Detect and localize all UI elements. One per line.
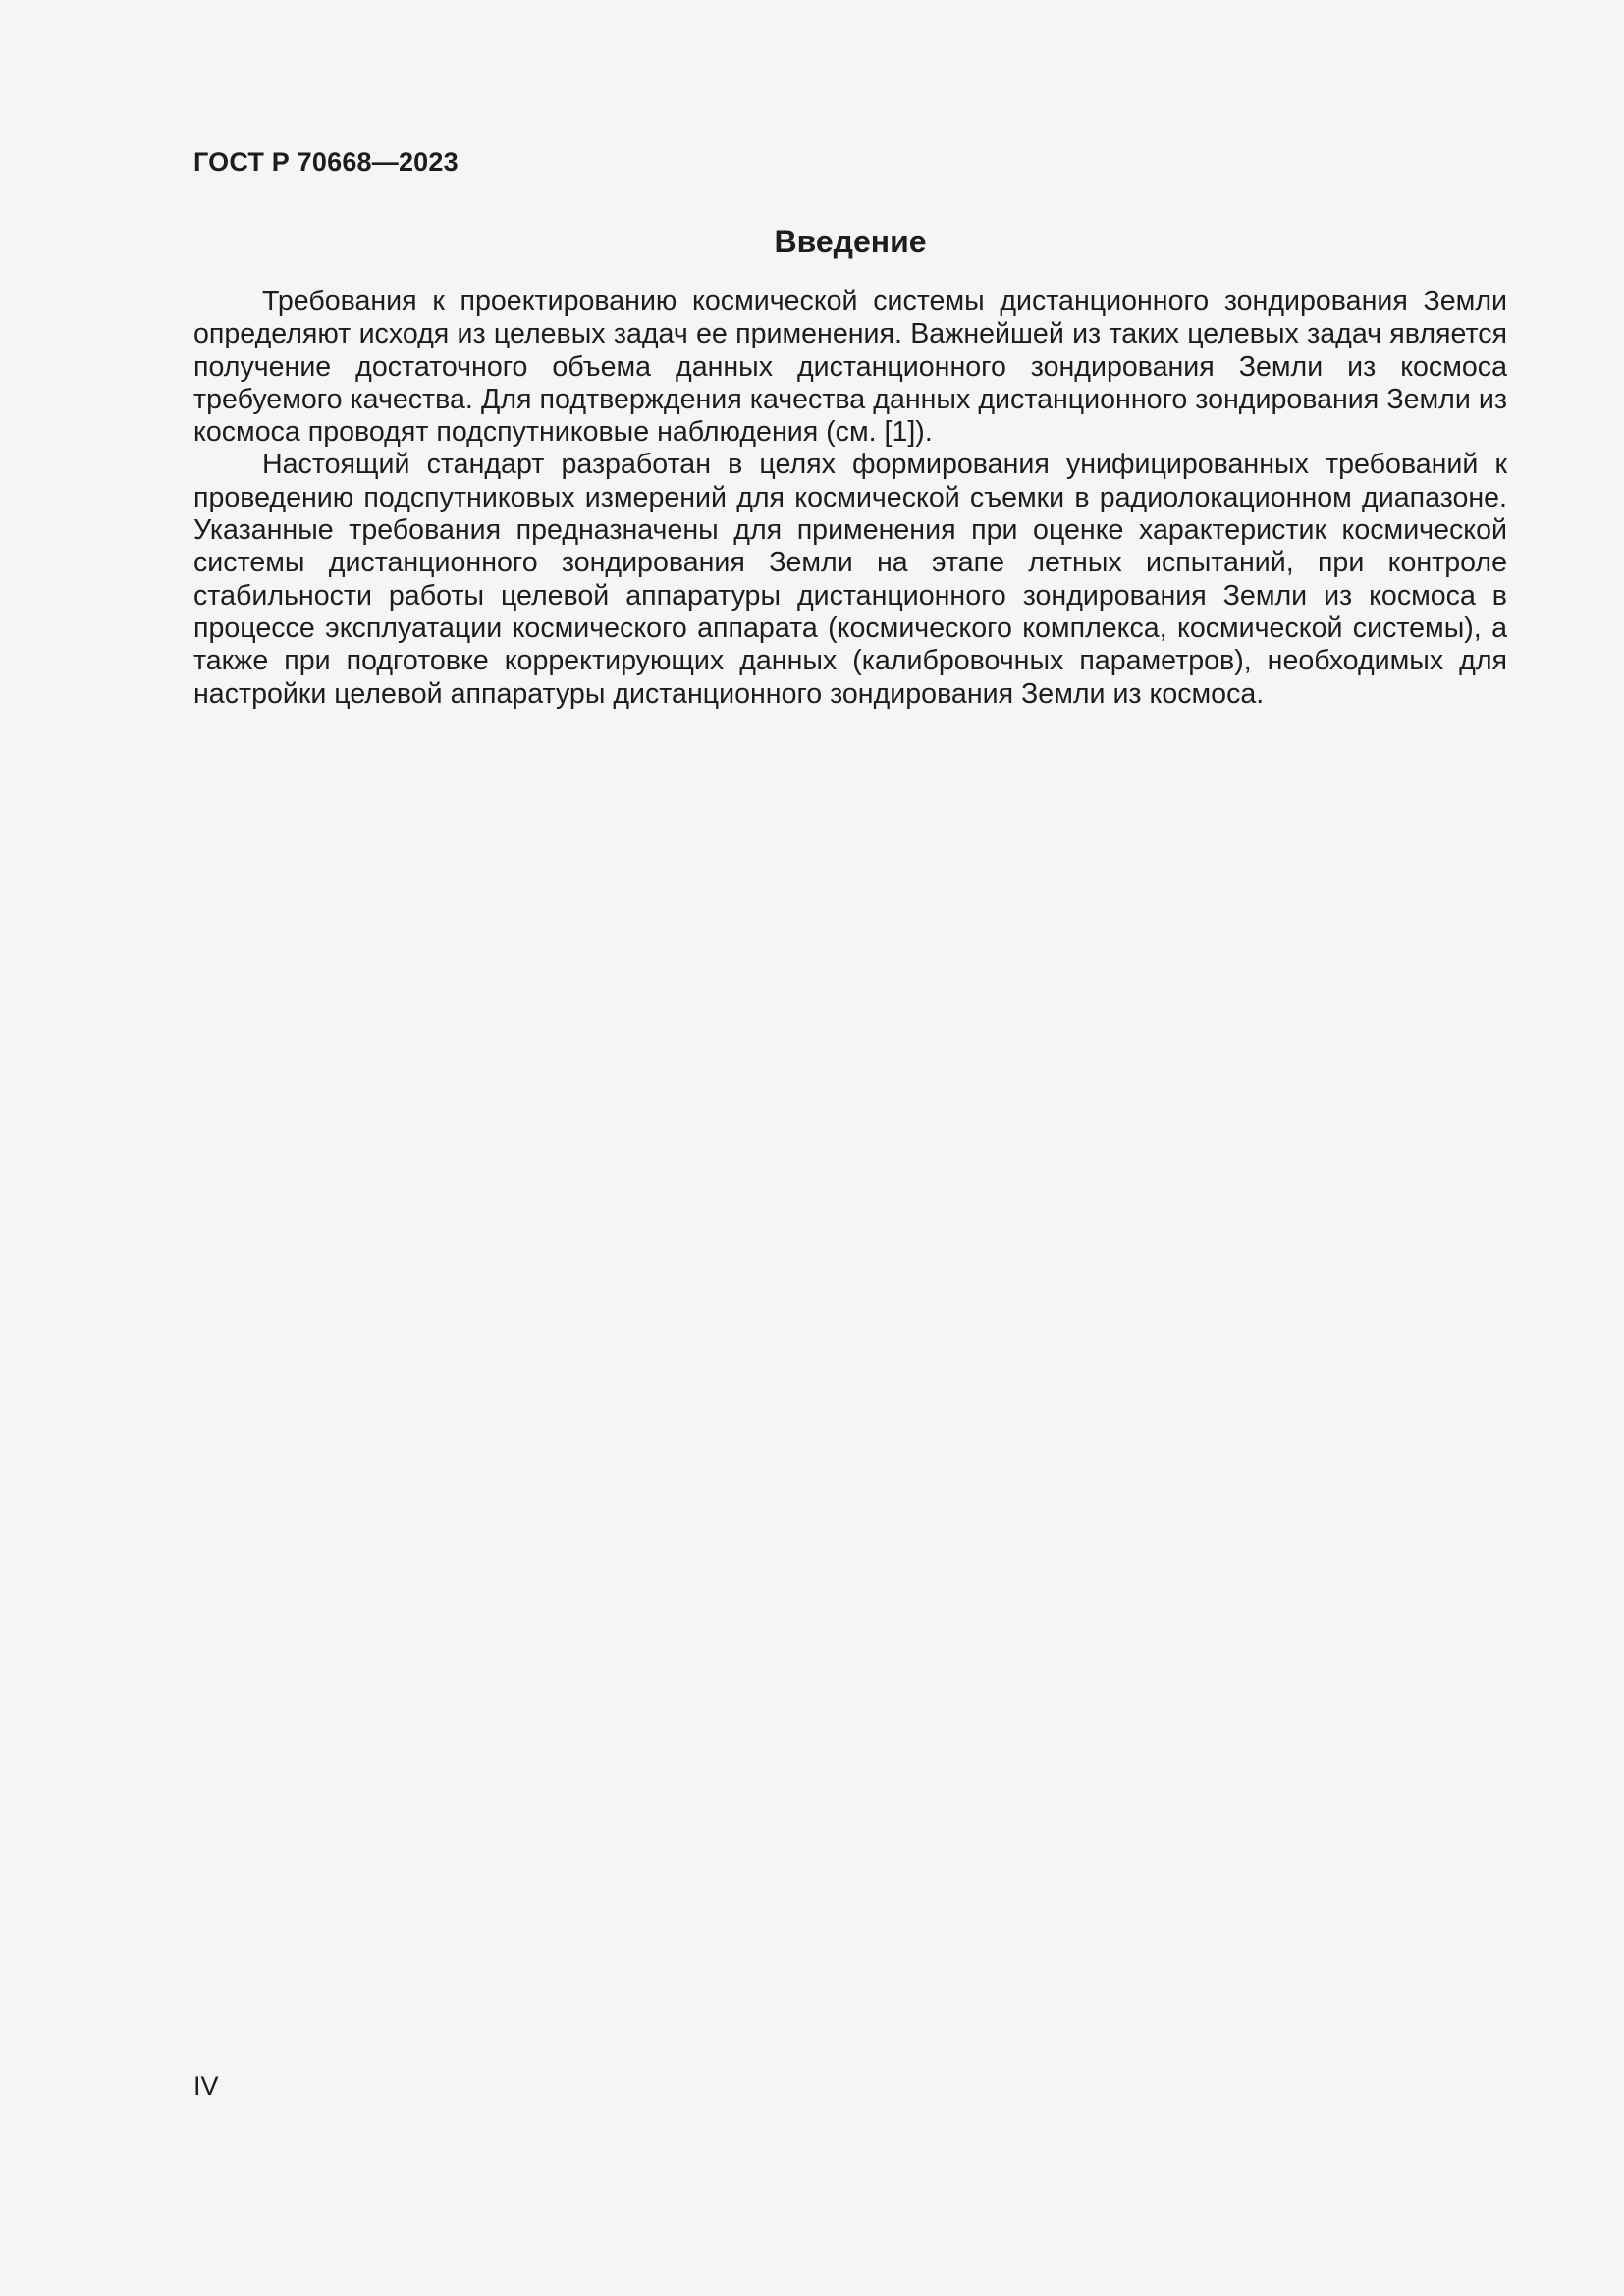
paragraph-1: Требования к проектированию космической системы дистанционного зондирования Земли определяют исходя из целевых задач ее применения. Важнейшей из таких целевых задач является получение достаточного объема данных дистанционного зондирования Земли из космоса требуемого качества. Для подтверждения качества данных дистанционного зондирования Земли из космоса проводят подспутниковые наблюдения (см. [1]). [193, 286, 1507, 449]
document-standard-number: ГОСТ Р 70668—2023 [193, 147, 459, 177]
section-title: Введение [774, 224, 927, 259]
page-number: IV [193, 2071, 219, 2101]
paragraph-2: Настоящий стандарт разработан в целях формирования унифицированных требований к проведению подспутниковых измерений для космической съемки в радиолокационном диапазоне. Указанные требования предназначены для применения при оценке характеристик космической системы дистанционного зондирования Земли на этапе летных испытаний, при контроле стабильности работы целевой аппаратуры дистанционного зондирования Земли из космоса в процессе эксплуатации космического аппарата (космического комплекса, космической системы), а также при подготовке корректирующих данных (калибровочных параметров), необходимых для настройки целевой аппаратуры дистанционного зондирования Земли из космоса. [193, 449, 1507, 710]
introduction-body [193, 286, 1507, 711]
